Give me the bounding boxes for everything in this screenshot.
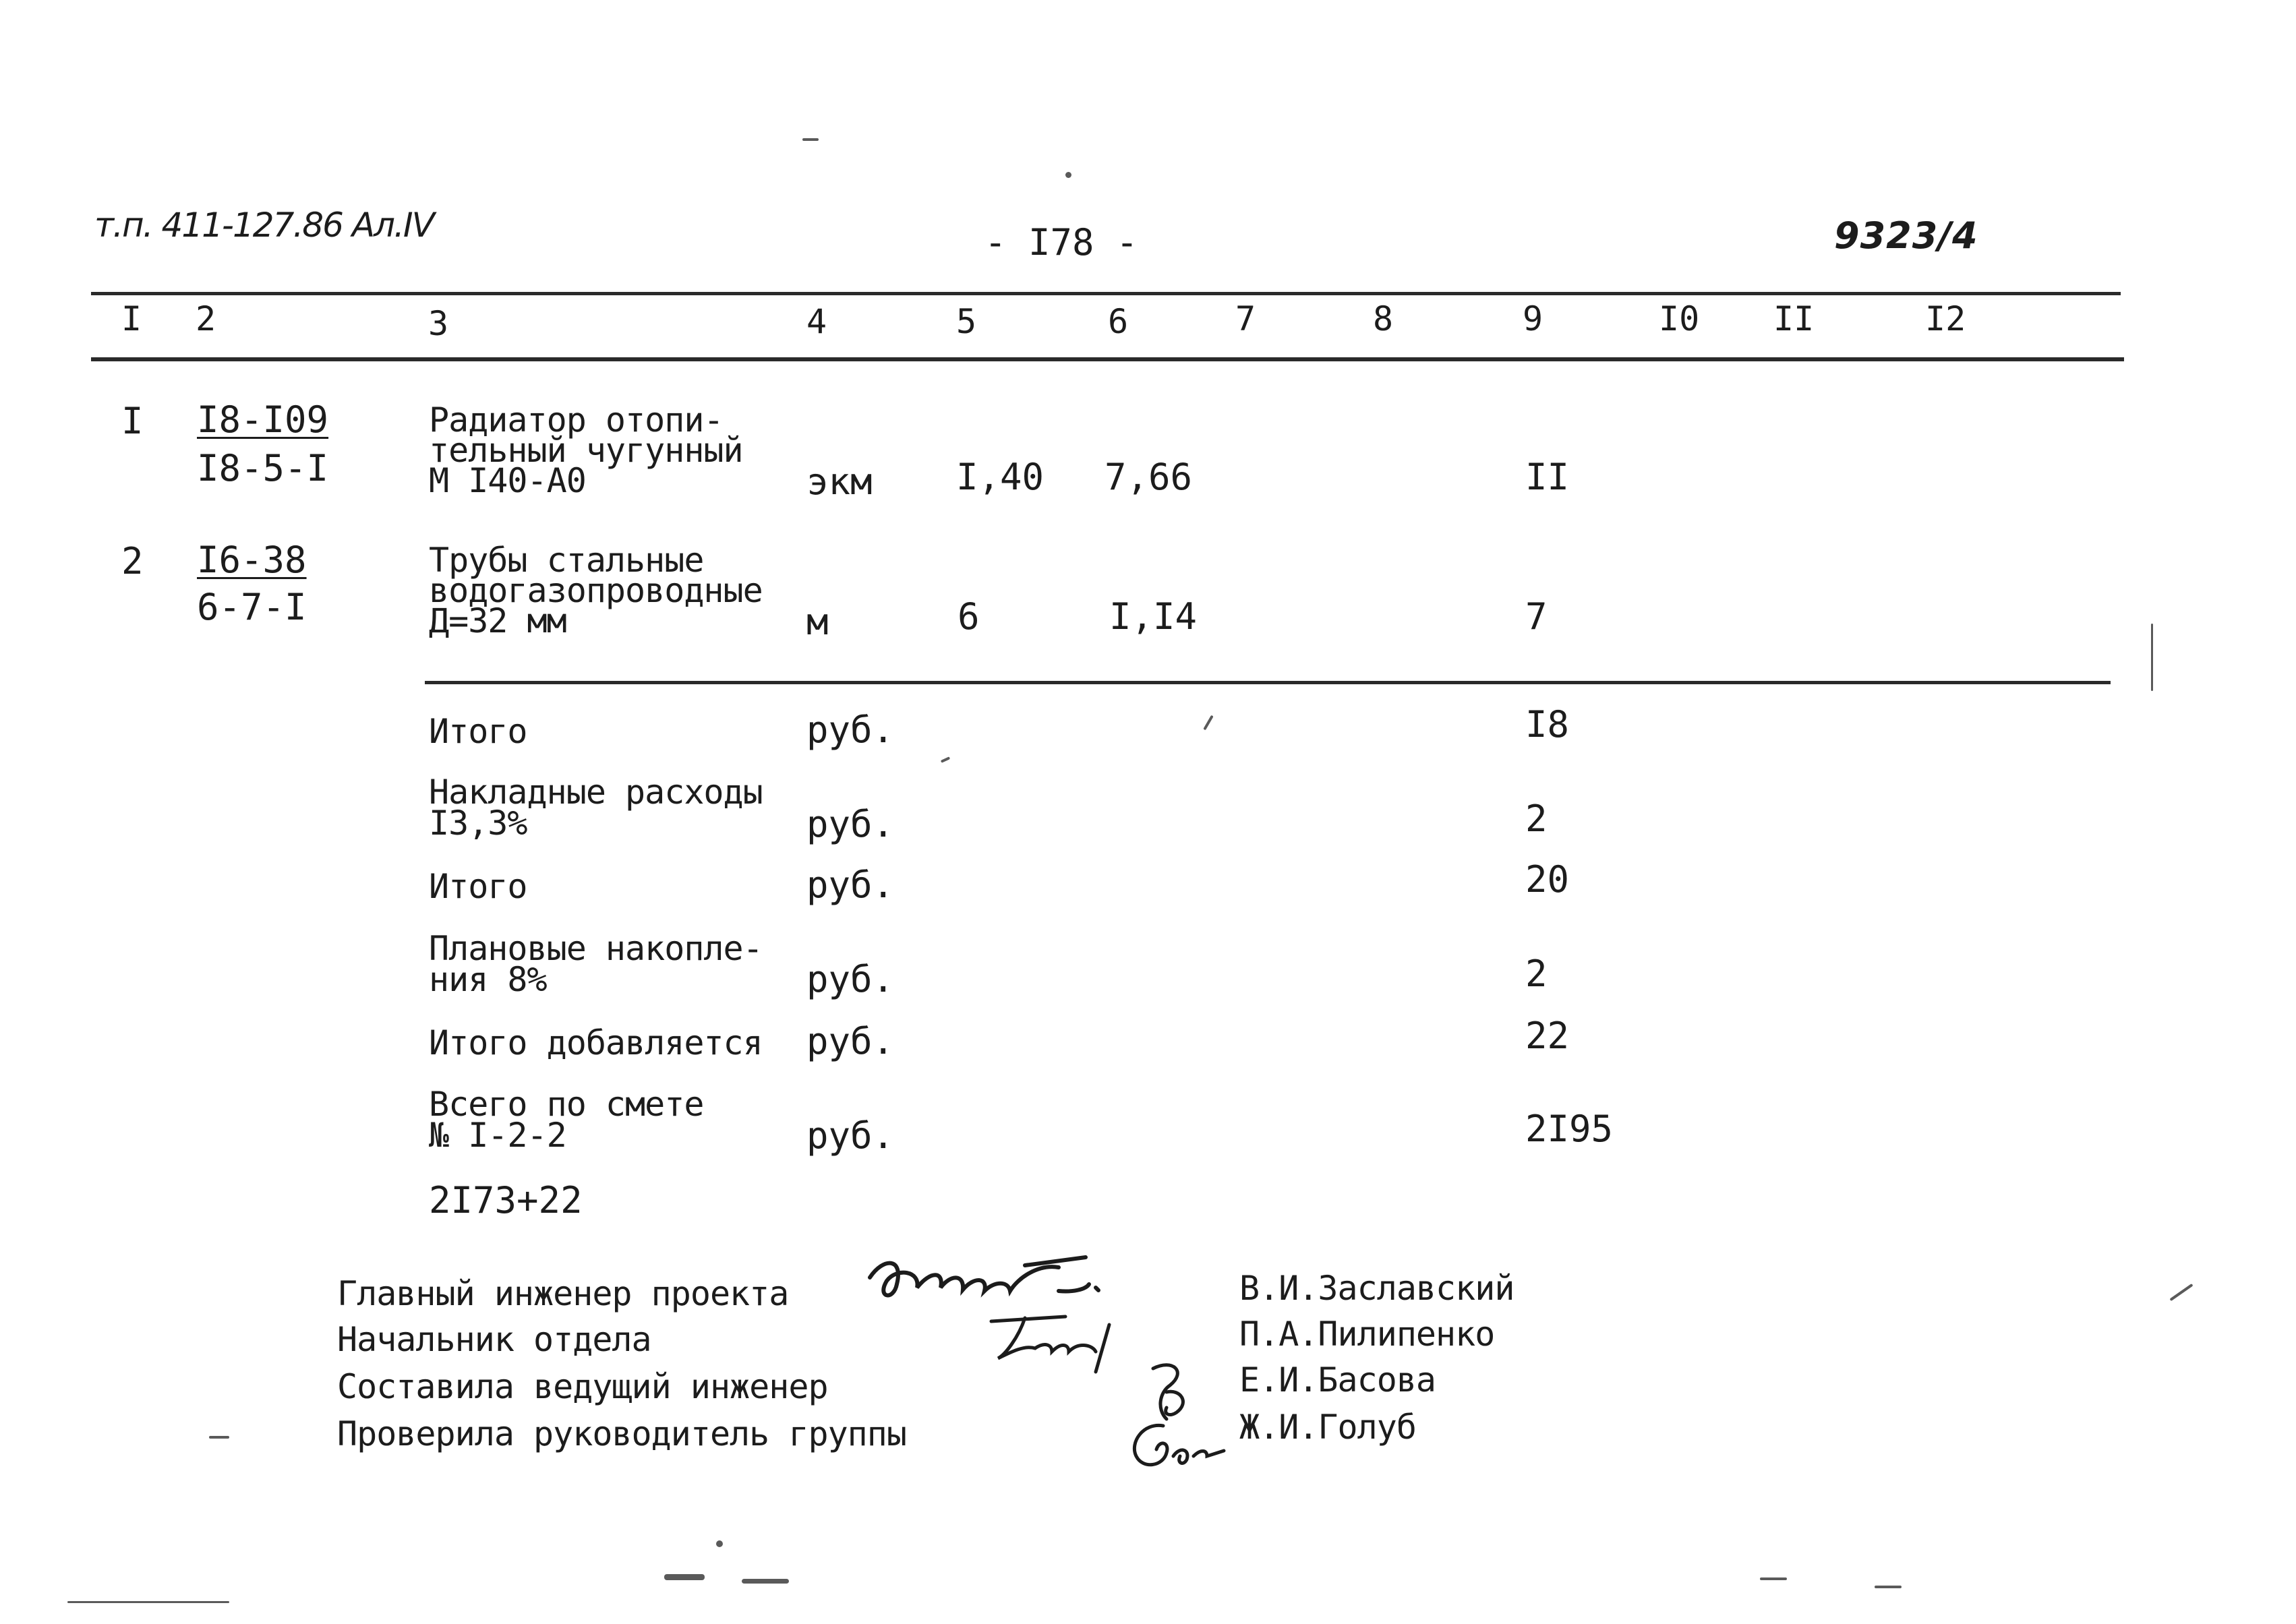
summary-label: Итого [429,712,527,751]
document-code: т.п. 411-127.86 Ал.IV [94,206,434,245]
table-header-bottom-rule [91,357,2124,361]
row-code-bottom: I8-5-I [197,447,329,489]
scan-speck [941,756,950,763]
summary-formula: 2I73+22 [429,1179,583,1222]
handwritten-signature [984,1304,1140,1379]
table-top-rule [91,292,2121,295]
row-unit: м [806,601,829,643]
row-unit: экм [806,460,873,503]
handwritten-signature [1123,1416,1237,1476]
summary-label: I3,3% [429,804,527,843]
summary-value: 2 [1525,798,1548,840]
summary-unit: руб. [806,864,895,906]
scan-speck [742,1579,789,1584]
summary-value: 22 [1525,1015,1570,1057]
column-header-5: 5 [956,302,977,341]
row-name-line: Радиатор отопи- [429,400,724,440]
column-header-1: I [121,299,142,338]
row-number: 2 [121,540,144,582]
column-header-9: 9 [1523,299,1543,338]
column-header-7: 7 [1235,299,1256,338]
summary-unit: руб. [806,803,895,845]
column-header-8: 8 [1373,299,1394,338]
summary-label: ния 8% [429,960,547,999]
scan-speck [1065,172,1071,178]
scan-speck [664,1574,705,1580]
signer-name: Е.И.Басова [1239,1360,1436,1400]
scan-speck [1875,1586,1902,1588]
row-number: I [121,400,144,442]
signer-name: Ж.И.Голуб [1239,1408,1416,1447]
scan-speck [2151,624,2153,691]
column-header-2: 2 [196,299,216,338]
scan-speck [67,1601,229,1603]
summary-unit: руб. [806,1114,895,1157]
signer-name: П.А.Пилипенко [1239,1315,1495,1354]
column-header-6: 6 [1108,302,1129,341]
row-name-line: водогазопроводные [429,571,763,610]
summary-unit: руб. [806,1020,895,1062]
summary-label: Накладные расходы [429,773,763,812]
row-name-line: Д=32 мм [429,601,566,640]
scan-speck [802,138,819,141]
row-code-top: I6-38 [197,539,307,581]
row-name-line: М I40-А0 [429,461,586,500]
scan-speck [209,1436,229,1439]
summary-rule [425,681,2111,684]
row-name-line: тельный чугунный [429,431,743,470]
scan-speck [1203,715,1213,731]
summary-label: Итого [429,867,527,906]
summary-value: 2I95 [1525,1108,1614,1150]
signer-role: Составила ведущий инженер [337,1367,828,1406]
summary-label: Плановые накопле- [429,929,763,968]
column-header-4: 4 [806,302,827,341]
row-total: 7 [1525,595,1548,638]
scan-speck [1760,1577,1787,1580]
page-number: - I78 - [984,221,1138,264]
summary-unit: руб. [806,958,895,1000]
signer-role: Начальник отдела [337,1320,651,1359]
signer-role: Главный инженер проекта [337,1274,789,1313]
summary-unit: руб. [806,709,895,751]
row-code-bottom: 6-7-I [197,586,307,628]
scan-speck [716,1540,723,1547]
scan-speck [2169,1284,2193,1301]
summary-label: Всего по смете [429,1085,704,1124]
archive-number: 9323/4 [1834,214,1978,257]
row-price: 7,66 [1105,456,1193,498]
handwritten-signature [856,1251,1140,1311]
row-price: I,I4 [1109,595,1198,638]
column-header-3: 3 [428,304,449,343]
summary-value: 20 [1525,858,1570,901]
row-quantity: I,40 [956,456,1044,498]
column-header-12: I2 [1925,299,1966,338]
row-name-line: Трубы стальные [429,541,704,580]
row-total: II [1525,456,1570,498]
signer-name: В.И.Заславский [1239,1269,1514,1308]
summary-label: № I-2-2 [429,1116,566,1155]
summary-value: I8 [1525,703,1570,746]
summary-value: 2 [1525,953,1548,995]
row-quantity: 6 [958,595,980,638]
summary-label: Итого добавляется [429,1023,763,1062]
column-header-10: I0 [1659,299,1700,338]
column-header-11: II [1773,299,1815,338]
signer-role: Проверила руководитель группы [337,1414,906,1453]
row-code-top: I8-I09 [197,398,329,441]
